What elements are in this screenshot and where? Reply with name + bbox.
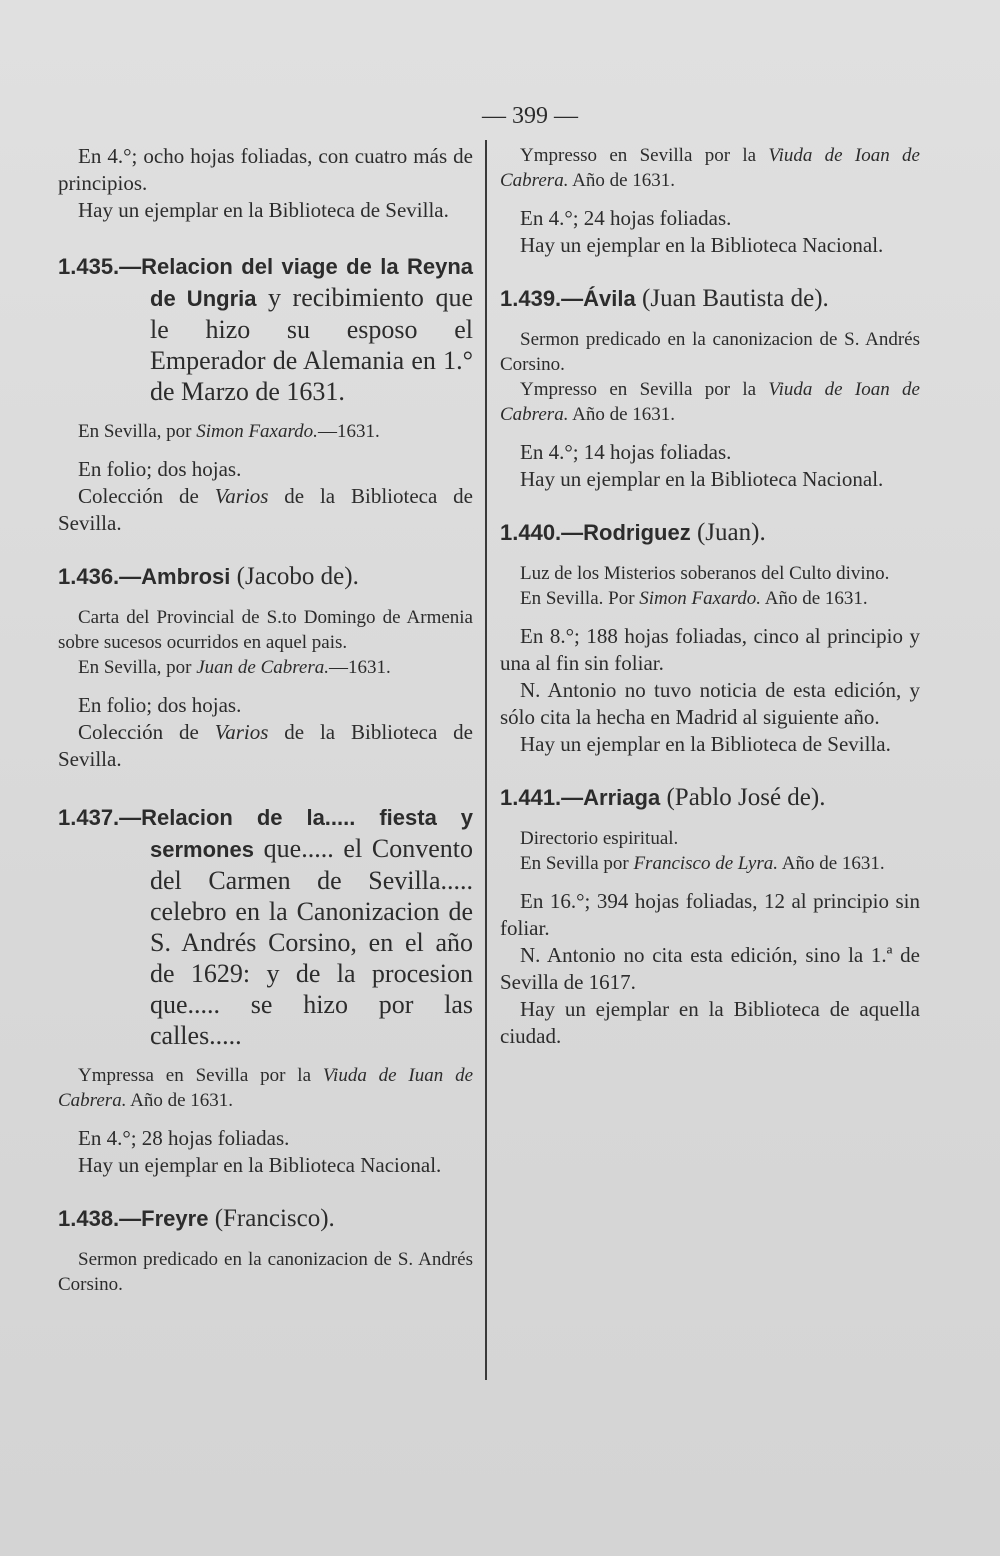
entry-number: 1.438.: [58, 1206, 120, 1231]
entry-1439-format: En 4.°; 14 hojas foliadas.: [520, 440, 732, 464]
entry-1440-copy: Hay un ejemplar en la Biblioteca de Sevilla.: [520, 732, 891, 756]
entry-number: 1.435.: [58, 254, 120, 279]
entry-1437-imprint: Ympressa en Sevilla por la Viuda de Iuan de Cabrera. Año de 1631.: [58, 1065, 473, 1111]
entry-1436-heading: 1.436.—Ambrosi (Jacobo de).: [58, 563, 359, 590]
author-name: —Arriaga: [561, 785, 661, 810]
entry-1436-title: Carta del Provincial de S.to Domingo de Armenia sobre sucesos ocurridos en aquel pais.: [58, 607, 473, 653]
author-name: —Ávila: [561, 286, 636, 311]
continuation-format: En 4.°; ocho hojas foliadas, con cuatro más de principios.: [58, 144, 473, 195]
entry-1437-copy: Hay un ejemplar en la Biblioteca Nacional.: [78, 1153, 442, 1177]
author-name: —Ambrosi: [119, 564, 231, 589]
page-number: — 399 —: [482, 103, 578, 129]
entry-1437-format: En 4.°; 28 hojas foliadas.: [78, 1126, 290, 1150]
author-name: —Freyre: [119, 1206, 209, 1231]
entry-1435-heading: [58, 250, 473, 407]
entry-title-bold: —Relacion del viage de la Reyna de Ungria: [119, 254, 473, 311]
continuation-copy: Hay un ejemplar en la Biblioteca de Sevilla.: [78, 198, 449, 222]
entry-1441-title: Directorio espiritual.: [520, 828, 679, 849]
right-column: [500, 143, 920, 1050]
entry-1436-collection: Colección de Varios de la Biblioteca de Sevilla.: [58, 720, 473, 771]
entry-1438-heading: 1.438.—Freyre (Francisco).: [58, 1205, 335, 1232]
column-divider: [485, 140, 487, 1380]
entry-1439-imprint: Ympresso en Sevilla por la Viuda de Ioan de Cabrera. Año de 1631.: [500, 379, 920, 425]
entry-1435-format: En folio; dos hojas.: [78, 457, 242, 481]
entry-number: 1.440.: [500, 520, 562, 545]
entry-number: 1.437.: [58, 805, 120, 830]
entry-1436-format: En folio; dos hojas.: [78, 693, 242, 717]
entry-1441-copy: Hay un ejemplar en la Biblioteca de aquella ciudad.: [500, 997, 920, 1048]
continuation-copy: Hay un ejemplar en la Biblioteca Nacional.: [520, 233, 884, 257]
entry-1440-format: En 8.°; 188 hojas foliadas, cinco al principio y una al fin sin foliar.: [500, 624, 920, 675]
entry-number: 1.439.: [500, 286, 562, 311]
entry-number: 1.441.: [500, 785, 562, 810]
continuation-imprint: Ympresso en Sevilla por la Viuda de Ioan de Cabrera. Año de 1631.: [500, 145, 920, 191]
entry-title-rest: que..... el Convento del Carmen de Sevilla..... celebro en la Canonizacion de S. Andrés Corsino, en el año de 1629: y de la procesion que..... se hizo por las calles.....: [150, 834, 473, 1050]
continuation-format: En 4.°; 24 hojas foliadas.: [520, 206, 732, 230]
entry-title-rest: y recibimiento que le hizo su esposo el Emperador de Alemania en 1.° de Marzo de 1631.: [150, 283, 473, 406]
entry-1441-heading: 1.441.—Arriaga (Pablo José de).: [500, 784, 826, 811]
entry-1438-title: Sermon predicado en la canonizacion de S. Andrés Corsino.: [58, 1249, 473, 1295]
left-column: [58, 143, 473, 1297]
entry-1440-note: N. Antonio no tuvo noticia de esta edición, y sólo cita la hecha en Madrid al siguiente año.: [500, 678, 920, 729]
entry-1439-heading: 1.439.—Ávila (Juan Bautista de).: [500, 285, 829, 312]
entry-1439-title: Sermon predicado en la canonizacion de S. Andrés Corsino.: [500, 329, 920, 375]
entry-1437-heading: [58, 801, 473, 1051]
entry-1436-imprint: En Sevilla, por Juan de Cabrera.—1631.: [78, 657, 391, 678]
entry-1441-format: En 16.°; 394 hojas foliadas, 12 al principio sin foliar.: [500, 889, 920, 940]
entry-1441-note: N. Antonio no cita esta edición, sino la 1.ª de Sevilla de 1617.: [500, 943, 920, 994]
entry-1440-heading: 1.440.—Rodriguez (Juan).: [500, 519, 766, 546]
entry-title-bold: —Relacion de la..... fiesta y sermones: [119, 805, 473, 862]
entry-1441-imprint: En Sevilla por Francisco de Lyra. Año de 1631.: [520, 853, 885, 874]
entry-1435-imprint: En Sevilla, por Simon Faxardo.—1631.: [78, 421, 380, 442]
entry-1435-collection: Colección de Varios de la Biblioteca de Sevilla.: [58, 484, 473, 535]
author-name: —Rodriguez: [561, 520, 691, 545]
entry-1440-imprint: En Sevilla. Por Simon Faxardo. Año de 1631.: [520, 588, 868, 609]
entry-1440-title: Luz de los Misterios soberanos del Culto divino.: [520, 563, 890, 584]
entry-number: 1.436.: [58, 564, 120, 589]
entry-1439-copy: Hay un ejemplar en la Biblioteca Nacional.: [520, 467, 884, 491]
